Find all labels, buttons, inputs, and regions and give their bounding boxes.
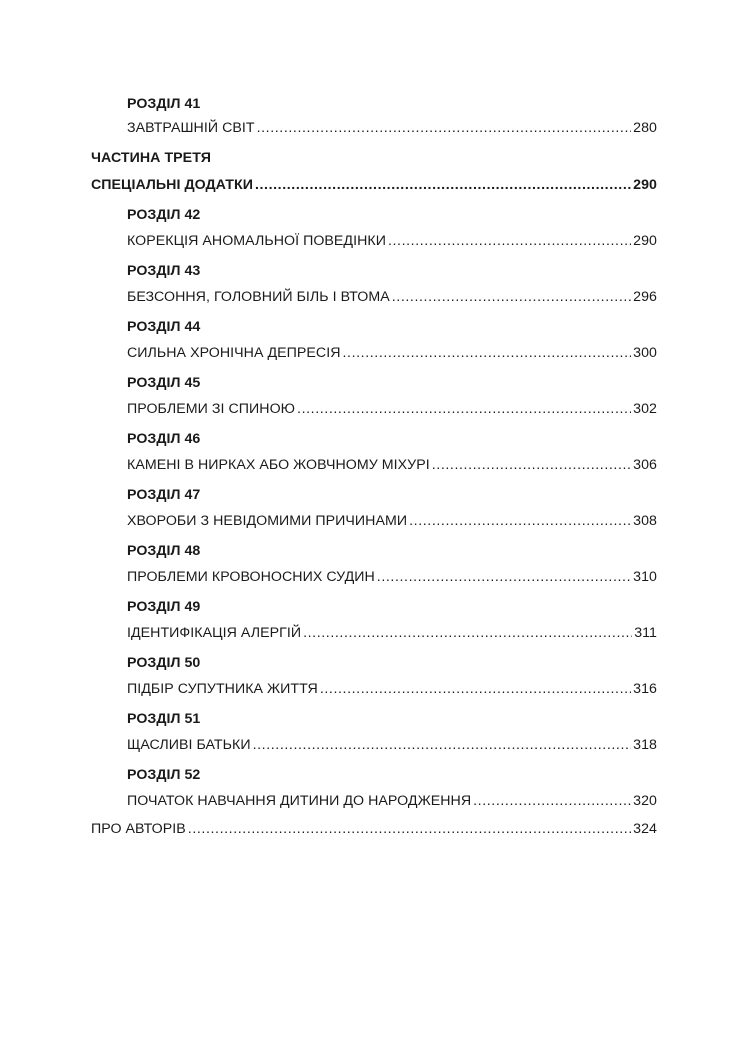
- chapter-43-label: РОЗДІЛ 43: [127, 263, 201, 279]
- chapter-52-title: ПОЧАТОК НАВЧАННЯ ДИТИНИ ДО НАРОДЖЕННЯ: [127, 793, 472, 809]
- about-authors-title: ПРО АВТОРІВ: [91, 821, 186, 837]
- chapter-51-title: ЩАСЛИВІ БАТЬКИ: [127, 737, 251, 753]
- chapter-46-page: 306: [633, 457, 657, 473]
- part-three-title: СПЕЦІАЛЬНІ ДОДАТКИ: [91, 177, 253, 193]
- part-three-page: 290: [633, 177, 657, 193]
- chapter-43-entry[interactable]: [127, 285, 657, 309]
- dot-leader: [253, 733, 632, 757]
- chapter-52-entry[interactable]: [127, 789, 657, 813]
- chapter-46-title: КАМЕНІ В НИРКАХ АБО ЖОВЧНОМУ МІХУРІ: [127, 457, 430, 473]
- chapter-43-page: 296: [633, 289, 657, 305]
- chapter-44-label: РОЗДІЛ 44: [127, 319, 201, 335]
- dot-leader: [255, 173, 631, 197]
- dot-leader: [409, 509, 631, 533]
- chapter-47-entry[interactable]: [127, 509, 657, 533]
- dot-leader: [257, 116, 632, 140]
- dot-leader: [297, 397, 631, 421]
- chapter-50-label: РОЗДІЛ 50: [127, 655, 201, 671]
- chapter-46-entry[interactable]: [127, 453, 657, 477]
- chapter-43-title: БЕЗСОННЯ, ГОЛОВНИЙ БІЛЬ І ВТОМА: [127, 289, 390, 305]
- chapter-42-label: РОЗДІЛ 42: [127, 207, 201, 223]
- chapter-48-page: 310: [633, 569, 657, 585]
- chapter-47-title: ХВОРОБИ З НЕВІДОМИМИ ПРИЧИНАМИ: [127, 513, 408, 529]
- chapter-44-entry[interactable]: [127, 341, 657, 365]
- dot-leader: [432, 453, 631, 477]
- chapter-49-label: РОЗДІЛ 49: [127, 599, 201, 615]
- chapter-41-title: ЗАВТРАШНІЙ СВІТ: [127, 120, 255, 136]
- chapter-52-label: РОЗДІЛ 52: [127, 767, 201, 783]
- chapter-52-page: 320: [633, 793, 657, 809]
- chapter-44-title: СИЛЬНА ХРОНІЧНА ДЕПРЕСІЯ: [127, 345, 341, 361]
- dot-leader: [388, 229, 631, 253]
- about-authors-page: 324: [633, 821, 657, 837]
- chapter-51-entry[interactable]: [127, 733, 657, 757]
- chapter-42-page: 290: [633, 233, 657, 249]
- part-three-entry[interactable]: [91, 173, 657, 197]
- chapter-49-title: ІДЕНТИФІКАЦІЯ АЛЕРГІЙ: [127, 625, 302, 641]
- chapter-47-page: 308: [633, 513, 657, 529]
- chapter-47-label: РОЗДІЛ 47: [127, 487, 201, 503]
- dot-leader: [320, 677, 631, 701]
- chapter-51-page: 318: [633, 737, 657, 753]
- dot-leader: [377, 565, 631, 589]
- chapter-45-entry[interactable]: [127, 397, 657, 421]
- chapter-49-entry[interactable]: [127, 621, 657, 645]
- chapter-44-page: 300: [633, 345, 657, 361]
- dot-leader: [392, 285, 631, 309]
- about-authors-entry[interactable]: [91, 817, 657, 841]
- chapter-45-page: 302: [633, 401, 657, 417]
- chapter-41-page: 280: [633, 120, 657, 136]
- chapter-51-label: РОЗДІЛ 51: [127, 711, 201, 727]
- chapter-49-page: 311: [634, 625, 657, 641]
- chapter-41-label: РОЗДІЛ 41: [127, 96, 201, 112]
- chapter-46-label: РОЗДІЛ 46: [127, 431, 201, 447]
- dot-leader: [303, 621, 632, 645]
- dot-leader: [188, 817, 631, 841]
- part-three-label: ЧАСТИНА ТРЕТЯ: [91, 150, 211, 166]
- chapter-50-title: ПІДБІР СУПУТНИКА ЖИТТЯ: [127, 681, 318, 697]
- chapter-50-entry[interactable]: [127, 677, 657, 701]
- chapter-48-entry[interactable]: [127, 565, 657, 589]
- chapter-50-page: 316: [633, 681, 657, 697]
- chapter-45-label: РОЗДІЛ 45: [127, 375, 201, 391]
- chapter-42-entry[interactable]: [127, 229, 657, 253]
- chapter-48-label: РОЗДІЛ 48: [127, 543, 201, 559]
- dot-leader: [343, 341, 632, 365]
- chapter-48-title: ПРОБЛЕМИ КРОВОНОСНИХ СУДИН: [127, 569, 375, 585]
- chapter-42-title: КОРЕКЦІЯ АНОМАЛЬНОЇ ПОВЕДІНКИ: [127, 233, 386, 249]
- chapter-41-entry[interactable]: [127, 116, 657, 140]
- chapter-45-title: ПРОБЛЕМИ ЗІ СПИНОЮ: [127, 401, 296, 417]
- dot-leader: [473, 789, 631, 813]
